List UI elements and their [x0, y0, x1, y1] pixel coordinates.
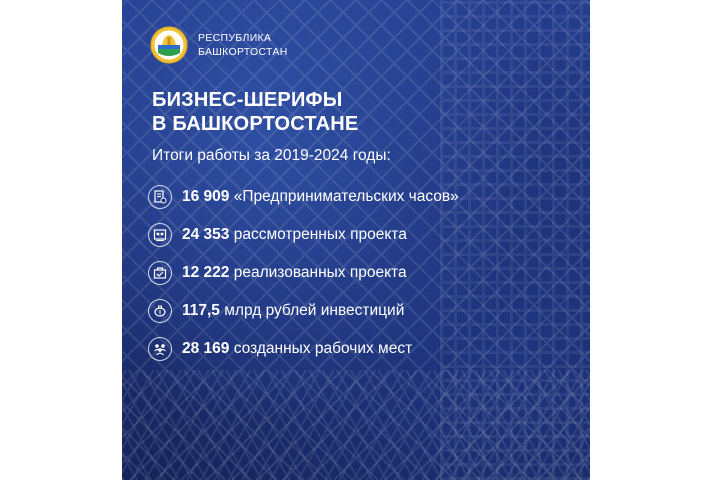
stat-row	[148, 336, 578, 362]
investments-icon	[148, 299, 172, 323]
stat-label: «Предпринимательских часов»	[233, 188, 459, 205]
stat-label: реализованных проекта	[233, 264, 407, 281]
bashkortostan-emblem-icon	[150, 26, 188, 64]
stat-row	[148, 184, 578, 210]
stat-value: 12 222	[182, 264, 230, 281]
stat-value: 16 909	[182, 188, 230, 205]
headline	[152, 88, 358, 136]
stat-row	[148, 260, 578, 286]
implemented-projects-icon	[148, 261, 172, 285]
stat-value: 24 353	[182, 226, 230, 243]
stat-row	[148, 222, 578, 248]
subtitle: Итоги работы за 2019-2024 годы:	[152, 147, 391, 164]
stat-label: созданных рабочих мест	[233, 340, 413, 357]
stat-value: 28 169	[182, 340, 230, 357]
stats-list	[148, 184, 578, 374]
headline-line-2: В БАШКОРТОСТАНЕ	[152, 113, 359, 135]
reviewed-projects-icon	[148, 223, 172, 247]
infographic-card	[122, 0, 590, 480]
logo-line-2: БАШКОРТОСТАН	[198, 46, 288, 58]
republic-logo	[150, 26, 288, 64]
background-ornament-bottom	[122, 370, 590, 480]
entrepreneur-hours-icon	[148, 185, 172, 209]
headline-line-1: БИЗНЕС-ШЕРИФЫ	[152, 89, 343, 111]
jobs-icon	[148, 337, 172, 361]
stat-text	[182, 339, 412, 359]
stat-label: млрд рублей инвестиций	[224, 302, 405, 319]
stat-value: 117,5	[182, 302, 220, 319]
logo-line-1: РЕСПУБЛИКА	[198, 32, 272, 44]
stat-label: рассмотренных проекта	[233, 226, 407, 243]
stat-text	[182, 225, 407, 245]
stat-text	[182, 263, 407, 283]
stat-text	[182, 187, 459, 207]
stat-text	[182, 301, 404, 321]
stat-row	[148, 298, 578, 324]
